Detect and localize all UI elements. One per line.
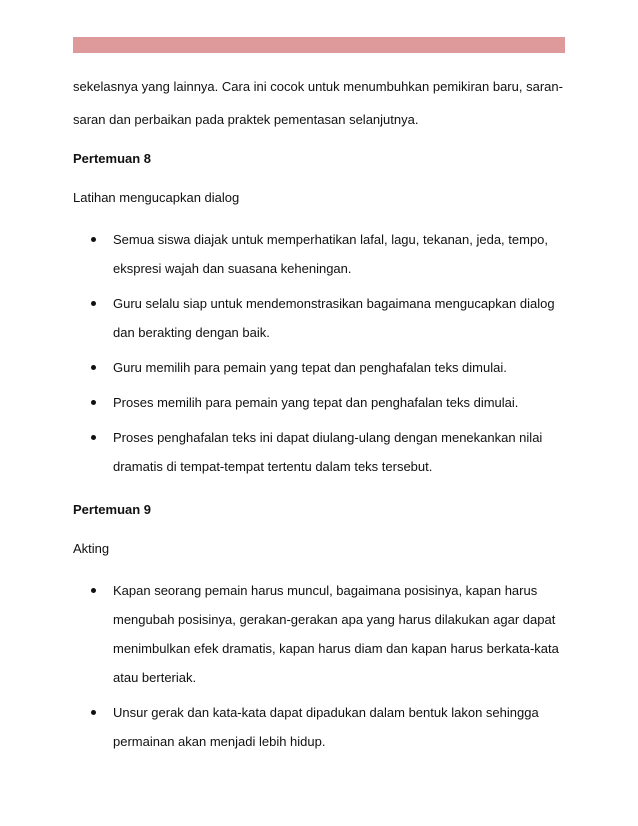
list-item: Guru selalu siap untuk mendemonstrasikan bagaimana mengucapkan dialog dan berakting dengan baik. xyxy=(73,289,568,347)
bullet-icon xyxy=(91,710,96,715)
document-body xyxy=(73,70,568,762)
bullet-icon xyxy=(91,237,96,242)
list-item: Proses memilih para pemain yang tepat dan penghafalan teks dimulai. xyxy=(73,388,568,417)
list-item: Proses penghafalan teks ini dapat diulang-ulang dengan menekankan nilai dramatis di tempat-tempat tertentu dalam teks tersebut. xyxy=(73,423,568,481)
bullet-icon xyxy=(91,400,96,405)
section-9-subheading: Akting xyxy=(73,541,110,556)
bullet-icon xyxy=(91,365,96,370)
bullet-icon xyxy=(91,301,96,306)
section-8-bullet-list xyxy=(73,225,568,481)
list-item: Kapan seorang pemain harus muncul, bagaimana posisinya, kapan harus mengubah posisinya, gerakan-gerakan apa yang harus dilakukan agar dapat menimbulkan efek dramatis, kapan harus diam dan kapan harus berkata-kata atau berteriak. xyxy=(73,576,568,692)
list-item: Guru memilih para pemain yang tepat dan penghafalan teks dimulai. xyxy=(73,353,568,382)
bullet-icon xyxy=(91,435,96,440)
section-9-heading: Pertemuan 9 xyxy=(73,502,152,517)
list-item: Unsur gerak dan kata-kata dapat dipadukan dalam bentuk lakon sehingga permainan akan menjadi lebih hidup. xyxy=(73,698,568,756)
section-8-subheading: Latihan mengucapkan dialog xyxy=(73,190,240,205)
header-bar xyxy=(73,37,565,53)
list-item: Semua siswa diajak untuk memperhatikan lafal, lagu, tekanan, jeda, tempo, ekspresi wajah dan suasana keheningan. xyxy=(73,225,568,283)
continuation-paragraph: sekelasnya yang lainnya. Cara ini cocok untuk menumbuhkan pemikiran baru, saran-saran dan perbaikan pada praktek pementasan selanjutnya. xyxy=(73,79,563,127)
bullet-icon xyxy=(91,588,96,593)
section-9-bullet-list xyxy=(73,576,568,756)
section-8-heading: Pertemuan 8 xyxy=(73,151,152,166)
